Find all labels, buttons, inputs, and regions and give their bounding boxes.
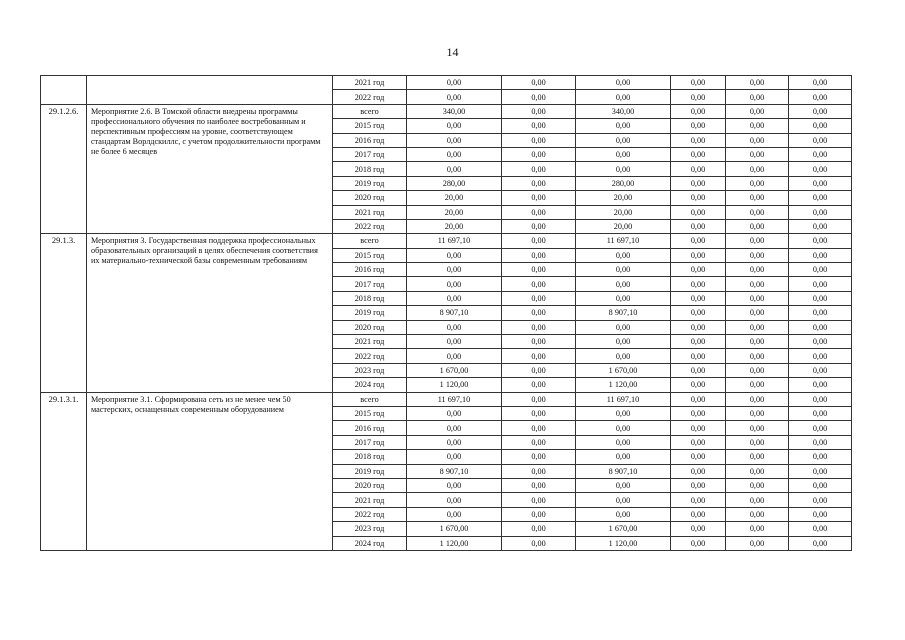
value-cell: 0,00 [789,421,852,435]
value-cell: 0,00 [726,450,789,464]
value-cell: 340,00 [576,104,671,118]
value-cell: 0,00 [671,478,726,492]
period-cell: 2017 год [333,277,407,291]
value-cell: 0,00 [726,119,789,133]
value-cell: 0,00 [726,291,789,305]
table-row [41,76,852,90]
value-cell: 0,00 [502,406,576,420]
value-cell: 0,00 [671,507,726,521]
measure-code: 29.1.2.6. [41,104,87,234]
value-cell: 0,00 [502,522,576,536]
period-cell: 2018 год [333,291,407,305]
period-cell: 2024 год [333,378,407,392]
value-cell: 0,00 [726,234,789,248]
value-cell: 0,00 [576,335,671,349]
value-cell: 0,00 [671,277,726,291]
value-cell: 0,00 [502,392,576,406]
value-cell: 0,00 [789,363,852,377]
value-cell: 0,00 [502,263,576,277]
table-row [41,234,852,248]
period-cell: 2019 год [333,176,407,190]
value-cell: 340,00 [407,104,502,118]
value-cell: 0,00 [726,392,789,406]
value-cell: 0,00 [502,435,576,449]
period-cell: 2018 год [333,162,407,176]
value-cell: 0,00 [407,406,502,420]
value-cell: 0,00 [789,406,852,420]
value-cell: 0,00 [502,464,576,478]
value-cell: 0,00 [726,191,789,205]
period-cell: 2020 год [333,320,407,334]
value-cell: 0,00 [502,421,576,435]
value-cell: 0,00 [726,133,789,147]
value-cell: 0,00 [407,507,502,521]
value-cell: 0,00 [502,507,576,521]
value-cell: 0,00 [576,263,671,277]
value-cell: 0,00 [671,291,726,305]
value-cell: 0,00 [789,522,852,536]
value-cell: 0,00 [671,176,726,190]
measure-code: 29.1.3.1. [41,392,87,550]
value-cell: 280,00 [407,176,502,190]
value-cell: 0,00 [671,234,726,248]
value-cell: 0,00 [576,248,671,262]
value-cell: 0,00 [502,478,576,492]
value-cell: 0,00 [502,234,576,248]
value-cell: 0,00 [502,335,576,349]
value-cell: 0,00 [789,349,852,363]
value-cell: 0,00 [789,435,852,449]
value-cell: 0,00 [671,335,726,349]
period-cell: 2016 год [333,133,407,147]
value-cell: 0,00 [502,162,576,176]
value-cell: 0,00 [502,119,576,133]
period-cell: всего [333,392,407,406]
value-cell: 0,00 [671,378,726,392]
value-cell: 0,00 [671,349,726,363]
value-cell: 0,00 [726,104,789,118]
period-cell: 2019 год [333,306,407,320]
value-cell: 0,00 [789,335,852,349]
value-cell: 8 907,10 [407,464,502,478]
value-cell: 0,00 [726,320,789,334]
measure-title: Мероприятие 2.6. В Томской области внедрены программы профессионального обучения по наиболее востребованным и перспективным профессиям на уровне, соответствующем стандартам Ворлдскиллс, с учетом продолжительности программ не более 6 месяцев [87,104,333,234]
value-cell: 0,00 [726,378,789,392]
period-cell: 2023 год [333,522,407,536]
value-cell: 0,00 [502,248,576,262]
table-body [41,76,852,551]
value-cell: 20,00 [576,191,671,205]
value-cell: 0,00 [726,435,789,449]
value-cell: 0,00 [671,147,726,161]
value-cell: 0,00 [671,90,726,104]
value-cell: 11 697,10 [407,392,502,406]
period-cell: 2022 год [333,349,407,363]
value-cell: 0,00 [502,147,576,161]
value-cell: 0,00 [789,392,852,406]
value-cell: 0,00 [789,507,852,521]
value-cell: 0,00 [789,277,852,291]
value-cell: 0,00 [726,263,789,277]
value-cell: 0,00 [726,349,789,363]
value-cell: 0,00 [671,363,726,377]
value-cell: 0,00 [671,219,726,233]
period-cell: 2021 год [333,76,407,90]
value-cell: 0,00 [576,133,671,147]
value-cell: 0,00 [726,478,789,492]
value-cell: 0,00 [502,493,576,507]
period-cell: 2021 год [333,335,407,349]
period-cell: 2017 год [333,147,407,161]
value-cell: 0,00 [789,478,852,492]
value-cell: 0,00 [671,248,726,262]
value-cell: 0,00 [726,147,789,161]
value-cell: 20,00 [576,219,671,233]
value-cell: 0,00 [576,421,671,435]
value-cell: 0,00 [671,119,726,133]
value-cell: 0,00 [576,478,671,492]
value-cell: 0,00 [407,450,502,464]
value-cell: 0,00 [576,291,671,305]
value-cell: 0,00 [502,104,576,118]
value-cell: 280,00 [576,176,671,190]
value-cell: 0,00 [671,493,726,507]
value-cell: 1 120,00 [407,536,502,550]
period-cell: 2015 год [333,119,407,133]
value-cell: 20,00 [407,219,502,233]
value-cell: 0,00 [789,248,852,262]
value-cell: 0,00 [671,162,726,176]
value-cell: 0,00 [502,363,576,377]
value-cell: 0,00 [726,90,789,104]
value-cell: 0,00 [726,248,789,262]
value-cell: 0,00 [726,522,789,536]
period-cell: 2016 год [333,421,407,435]
value-cell: 0,00 [407,263,502,277]
value-cell: 8 907,10 [576,464,671,478]
value-cell: 0,00 [407,493,502,507]
measure-title: Мероприятие 3.1. Сформирована сеть из не менее чем 50 мастерских, оснащенных современным оборудованием [87,392,333,550]
value-cell: 0,00 [789,133,852,147]
value-cell: 0,00 [789,191,852,205]
value-cell: 1 120,00 [576,536,671,550]
value-cell: 0,00 [407,335,502,349]
period-cell: 2018 год [333,450,407,464]
value-cell: 0,00 [576,507,671,521]
period-cell: 2020 год [333,191,407,205]
value-cell: 0,00 [671,320,726,334]
value-cell: 0,00 [671,104,726,118]
measure-code: 29.1.3. [41,234,87,392]
period-cell: 2021 год [333,205,407,219]
period-cell: 2022 год [333,219,407,233]
period-cell: 2022 год [333,507,407,521]
value-cell: 0,00 [502,205,576,219]
page-number: 14 [446,45,459,59]
value-cell: 0,00 [789,263,852,277]
value-cell: 0,00 [671,406,726,420]
value-cell: 0,00 [726,507,789,521]
measure-title: Мероприятия 3. Государственная поддержка профессиональных образовательных организаций в целях обеспечения соответствия их материально-технической базы современным требованиям [87,234,333,392]
value-cell: 0,00 [789,147,852,161]
value-cell: 20,00 [576,205,671,219]
value-cell: 0,00 [726,536,789,550]
value-cell: 0,00 [576,119,671,133]
value-cell: 0,00 [671,536,726,550]
value-cell: 0,00 [502,536,576,550]
value-cell: 0,00 [576,277,671,291]
value-cell: 0,00 [726,306,789,320]
value-cell: 0,00 [789,234,852,248]
value-cell: 0,00 [576,435,671,449]
value-cell: 0,00 [789,450,852,464]
table-row [41,392,852,406]
period-cell: 2019 год [333,464,407,478]
value-cell: 0,00 [726,162,789,176]
value-cell: 0,00 [789,536,852,550]
value-cell: 0,00 [671,191,726,205]
value-cell: 0,00 [671,133,726,147]
measure-code [41,76,87,105]
value-cell: 0,00 [671,76,726,90]
value-cell: 8 907,10 [407,306,502,320]
value-cell: 0,00 [789,306,852,320]
value-cell: 0,00 [726,493,789,507]
value-cell: 0,00 [576,76,671,90]
value-cell: 0,00 [671,464,726,478]
value-cell: 0,00 [671,205,726,219]
period-cell: 2020 год [333,478,407,492]
value-cell: 0,00 [789,104,852,118]
period-cell: 2015 год [333,248,407,262]
table-row [41,104,852,118]
value-cell: 0,00 [407,119,502,133]
period-cell: 2021 год [333,493,407,507]
value-cell: 0,00 [407,248,502,262]
value-cell: 0,00 [671,263,726,277]
value-cell: 0,00 [726,205,789,219]
value-cell: 20,00 [407,191,502,205]
period-cell: всего [333,104,407,118]
value-cell: 1 670,00 [407,522,502,536]
value-cell: 0,00 [407,277,502,291]
value-cell: 0,00 [726,406,789,420]
value-cell: 0,00 [502,219,576,233]
value-cell: 1 120,00 [576,378,671,392]
period-cell: 2023 год [333,363,407,377]
value-cell: 0,00 [502,349,576,363]
value-cell: 0,00 [576,349,671,363]
value-cell: 0,00 [502,133,576,147]
value-cell: 11 697,10 [407,234,502,248]
period-cell: 2022 год [333,90,407,104]
value-cell: 0,00 [407,162,502,176]
value-cell: 0,00 [576,90,671,104]
value-cell: 0,00 [789,162,852,176]
value-cell: 0,00 [576,162,671,176]
value-cell: 0,00 [502,176,576,190]
value-cell: 0,00 [502,320,576,334]
value-cell: 11 697,10 [576,234,671,248]
value-cell: 0,00 [502,76,576,90]
value-cell: 0,00 [502,191,576,205]
value-cell: 0,00 [726,219,789,233]
value-cell: 0,00 [789,205,852,219]
value-cell: 20,00 [407,205,502,219]
value-cell: 0,00 [789,291,852,305]
value-cell: 0,00 [502,306,576,320]
value-cell: 0,00 [407,291,502,305]
value-cell: 1 670,00 [407,363,502,377]
value-cell: 0,00 [789,219,852,233]
value-cell: 0,00 [789,119,852,133]
value-cell: 0,00 [407,320,502,334]
value-cell: 1 670,00 [576,522,671,536]
period-cell: 2015 год [333,406,407,420]
value-cell: 0,00 [407,478,502,492]
period-cell: 2016 год [333,263,407,277]
value-cell: 0,00 [726,464,789,478]
value-cell: 0,00 [789,464,852,478]
value-cell: 0,00 [576,320,671,334]
value-cell: 0,00 [407,76,502,90]
value-cell: 0,00 [407,133,502,147]
value-cell: 0,00 [576,406,671,420]
value-cell: 0,00 [407,435,502,449]
value-cell: 0,00 [576,450,671,464]
value-cell: 0,00 [671,421,726,435]
value-cell: 0,00 [407,349,502,363]
value-cell: 0,00 [789,76,852,90]
value-cell: 0,00 [502,90,576,104]
value-cell: 0,00 [789,493,852,507]
measure-title [87,76,333,105]
value-cell: 0,00 [789,90,852,104]
budget-table [40,75,852,551]
value-cell: 0,00 [726,421,789,435]
value-cell: 0,00 [671,435,726,449]
value-cell: 0,00 [726,363,789,377]
value-cell: 0,00 [502,378,576,392]
value-cell: 0,00 [671,392,726,406]
value-cell: 0,00 [671,450,726,464]
value-cell: 0,00 [671,306,726,320]
period-cell: 2017 год [333,435,407,449]
value-cell: 0,00 [726,277,789,291]
value-cell: 0,00 [576,493,671,507]
value-cell: 0,00 [407,90,502,104]
value-cell: 8 907,10 [576,306,671,320]
value-cell: 0,00 [726,76,789,90]
period-cell: 2024 год [333,536,407,550]
value-cell: 0,00 [502,277,576,291]
value-cell: 1 670,00 [576,363,671,377]
value-cell: 0,00 [789,320,852,334]
value-cell: 0,00 [726,176,789,190]
period-cell: всего [333,234,407,248]
value-cell: 0,00 [502,450,576,464]
value-cell: 0,00 [576,147,671,161]
value-cell: 0,00 [789,378,852,392]
value-cell: 1 120,00 [407,378,502,392]
value-cell: 0,00 [671,522,726,536]
value-cell: 11 697,10 [576,392,671,406]
value-cell: 0,00 [789,176,852,190]
value-cell: 0,00 [407,147,502,161]
value-cell: 0,00 [726,335,789,349]
value-cell: 0,00 [502,291,576,305]
value-cell: 0,00 [407,421,502,435]
